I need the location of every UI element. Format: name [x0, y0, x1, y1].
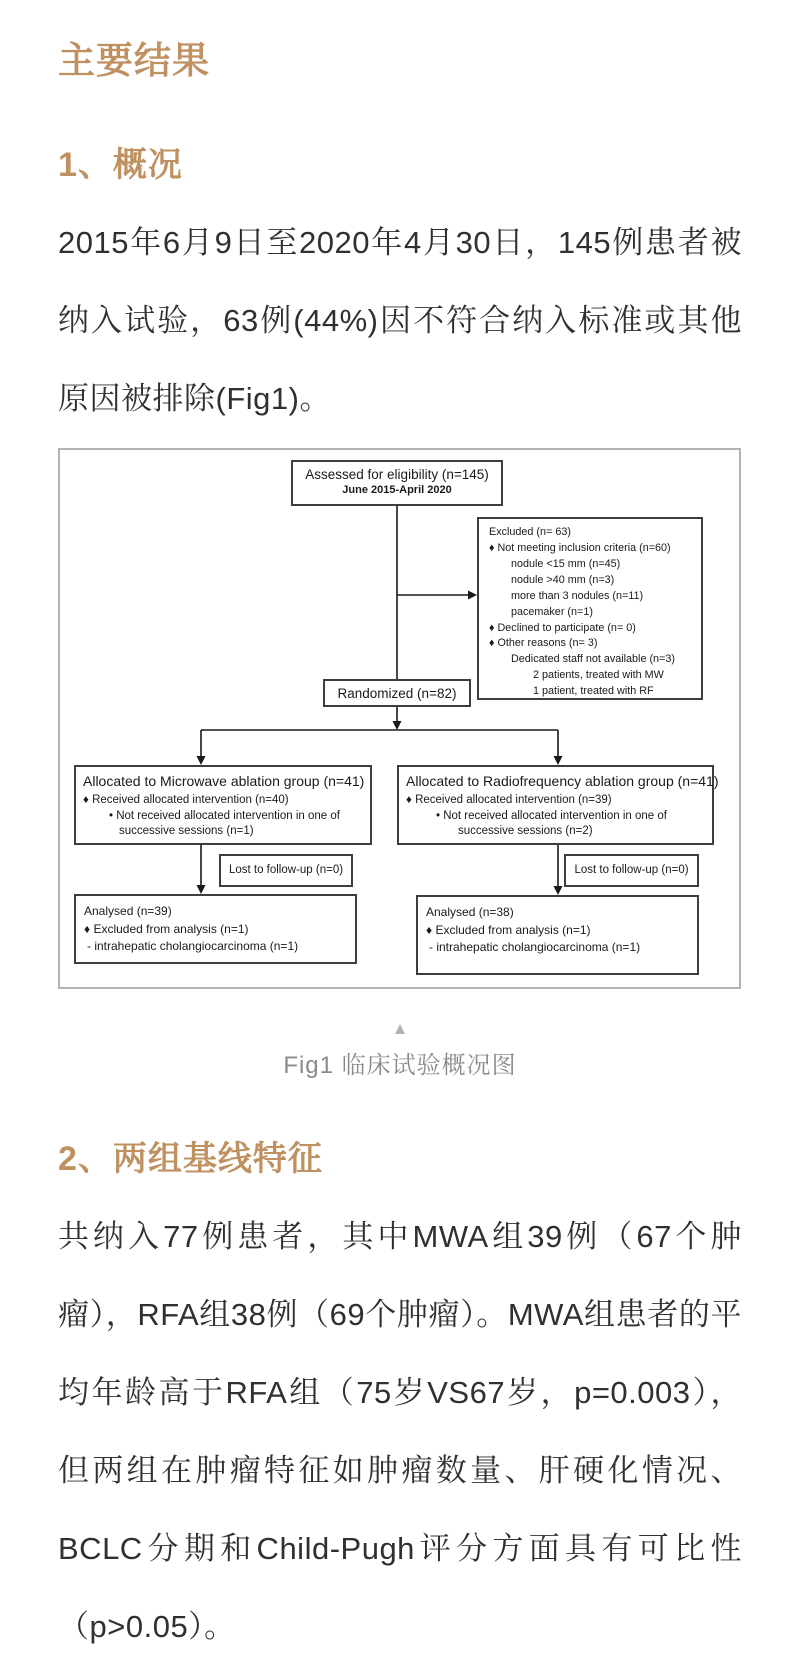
- flow-line: ♦ Excluded from analysis (n=1): [426, 922, 591, 937]
- flowchart: [60, 450, 739, 987]
- flow-box-lost-mwa: Lost to follow-up (n=0): [219, 854, 353, 887]
- flow-line: Analysed (n=39): [84, 904, 172, 919]
- flow-box-lost-rfa: Lost to follow-up (n=0): [564, 854, 699, 887]
- flow-box-excluded: [477, 517, 703, 700]
- section-2-heading: 2、两组基线特征: [58, 1140, 323, 1179]
- flow-box-analysed-rfa: [416, 895, 699, 975]
- section-1-paragraph: 2015年6月9日至2020年4月30日，145例患者被纳入试验，63例(44%)因不符合纳入标准或其他原因被排除(Fig1)。: [58, 225, 742, 417]
- assessed-label: Assessed for eligibility (n=145): [305, 467, 489, 483]
- flow-line: ♦ Declined to participate (n= 0): [489, 621, 636, 634]
- flow-line: - intrahepatic cholangiocarcinoma (n=1): [87, 939, 299, 954]
- section-2-paragraph: 共纳入77例患者，其中MWA组39例（67个肿瘤），RFA组38例（69个肿瘤）。MWA组患者的平均年龄高于RFA组（75岁VS67岁，p=0.003），但两组在肿瘤特征如肿瘤数量、肝硬化情况、BCLC分期和Child-Pugh评分方面具有可比性（p>0.05）。: [58, 1219, 742, 1645]
- flow-line: successive sessions (n=2): [458, 825, 593, 838]
- flow-line: 1 patient, treated with RF: [533, 685, 654, 698]
- flow-line: ♦ Not meeting inclusion criteria (n=60): [489, 541, 671, 554]
- flow-line: successive sessions (n=1): [119, 825, 254, 838]
- flow-box-assessed: [291, 460, 503, 506]
- flow-box-allocated-rfa: [397, 765, 719, 845]
- flow-line: • Not received allocated intervention in one of: [109, 809, 340, 822]
- flow-line: ♦ Excluded from analysis (n=1): [84, 921, 249, 936]
- flow-line: nodule <15 mm (n=45): [511, 557, 621, 570]
- flow-line: Allocated to Radiofrequency ablation group (n=41): [406, 773, 719, 790]
- figure-caption: Fig1 临床试验概况图: [283, 1052, 517, 1080]
- flow-line: ♦ Other reasons (n= 3): [489, 637, 598, 650]
- flow-line: ♦ Received allocated intervention (n=39): [406, 794, 612, 807]
- flow-box-allocated-mwa: [74, 765, 372, 845]
- figure-caption-block: [58, 1019, 742, 1081]
- flow-box-randomized: Randomized (n=82): [323, 679, 471, 707]
- flow-line: - intrahepatic cholangiocarcinoma (n=1): [429, 940, 641, 955]
- section-1-heading: 1、概况: [58, 145, 183, 184]
- flow-line: Allocated to Microwave ablation group (n=41): [83, 773, 365, 790]
- flow-line: Excluded (n= 63): [489, 526, 571, 539]
- flow-line: Analysed (n=38): [426, 905, 514, 920]
- flow-line: • Not received allocated intervention in one of: [436, 809, 667, 822]
- flow-line: pacemaker (n=1): [511, 605, 593, 618]
- article-page: [0, 42, 800, 1666]
- flow-line: Dedicated staff not available (n=3): [511, 653, 675, 666]
- flow-line: 2 patients, treated with MW: [533, 669, 664, 682]
- flow-box-analysed-mwa: [74, 894, 357, 964]
- page-title: 主要结果: [58, 41, 210, 82]
- assessed-dates: June 2015-April 2020: [342, 484, 452, 497]
- consort-flow-diagram[interactable]: [58, 448, 741, 989]
- flow-line: ♦ Received allocated intervention (n=40): [83, 794, 289, 807]
- flow-line: nodule >40 mm (n=3): [511, 573, 615, 586]
- flow-line: more than 3 nodules (n=11): [511, 589, 644, 602]
- collapse-triangle-icon: ▲: [391, 1019, 409, 1039]
